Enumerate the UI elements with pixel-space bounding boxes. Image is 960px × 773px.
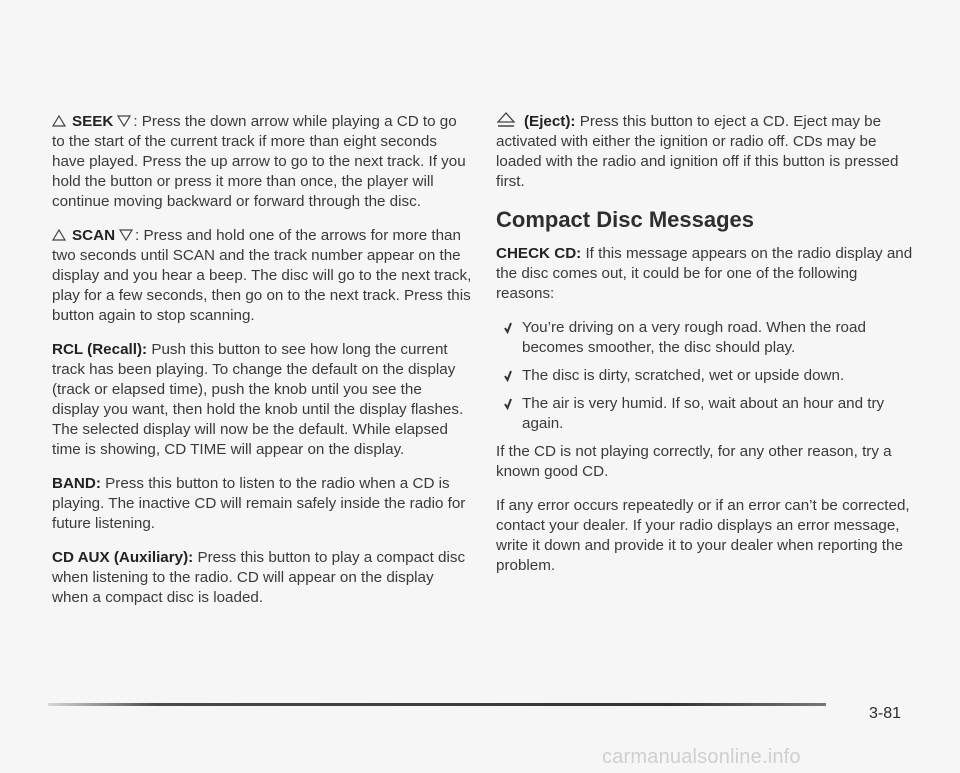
rcl-label: RCL (Recall): [52,341,148,358]
seek-paragraph [52,112,472,212]
down-arrow-icon [117,115,131,127]
cd-aux-paragraph [52,548,472,608]
up-arrow-icon [52,115,66,127]
eject-text: Press this button to eject a CD. Eject may be activated with either the ignition or radio off. CDs may be loaded with the radio and ignition off if this button is pressed first. [496,113,899,190]
list-item [496,394,916,434]
checkmark-bullet-icon [504,322,512,334]
seek-text-first: : Press the down arrow while playing a [133,113,393,130]
reason-text: You’re driving on a very rough road. When the road becomes smoother, the disc should play. [522,319,866,356]
check-cd-text: If this message appears on the radio display and the disc comes out, it could be for one of the following reasons: [496,245,913,302]
right-column [496,112,916,590]
eject-label: (Eject): [524,113,576,130]
footer-rule [48,703,826,706]
scan-text-first: : Press and hold one of the arrows for [135,227,389,244]
down-arrow-icon [119,229,133,241]
check-cd-label: CHECK CD: [496,245,582,262]
band-paragraph [52,474,472,534]
reason-text: The disc is dirty, scratched, wet or upside down. [522,367,845,384]
section-heading: Compact Disc Messages [496,207,754,232]
band-label: BAND: [52,475,101,492]
up-arrow-icon [52,229,66,241]
rcl-text: Push this button to see how long the current track has been playing. To change the default on the display (track or elapsed time), push the knob until you see the display you want, then hold the knob until the display flashes. The selected display will now be the default. While elapsed time is showing, CD TIME will appear on the display. [52,341,464,458]
watermark: carmanualsonline.info [602,746,801,768]
left-column [52,112,472,622]
rcl-paragraph [52,340,472,460]
scan-paragraph [52,226,472,326]
paragraph-known-good-cd: If the CD is not playing correctly, for any other reason, try a known good CD. [496,443,892,480]
list-item [496,366,916,386]
eject-paragraph [496,112,916,192]
cd-aux-text: Press this button to play a compact disc when listening to the radio. CD will appear on the display when a compact disc is loaded. [52,549,466,606]
seek-text-rest: CD to go to the start of the current track if more than eight seconds have played. Press the up arrow to go to the next track. If you hold the button or press it more than once, the player will continue moving backward or forward through the disc. [52,113,466,210]
checkmark-bullet-icon [504,398,512,410]
eject-icon [496,112,516,128]
seek-label: SEEK [72,113,114,130]
scan-text-rest: more than two seconds until SCAN and the track number appear on the display and you hear a beep. The disc will go to the next track, play for a few seconds, then go on to the next track. Press this button again to stop scanning. [52,227,472,324]
paragraph-contact-dealer: If any error occurs repeatedly or if an error can’t be corrected, contact your dealer. If your radio displays an error message, write it down and provide it to your dealer when reporting the problem. [496,497,910,574]
scan-label: SCAN [72,227,116,244]
checkmark-bullet-icon [504,370,512,382]
cd-aux-label: CD AUX (Auxiliary): [52,549,194,566]
list-item [496,318,916,358]
band-text: Press this button to listen to the radio when a CD is playing. The inactive CD will remain safely inside the radio for future listening. [52,475,466,532]
check-cd-paragraph [496,244,916,304]
reasons-list [496,318,916,434]
reason-text: The air is very humid. If so, wait about an hour and try again. [522,395,885,432]
page-number: 3-81 [869,705,902,722]
